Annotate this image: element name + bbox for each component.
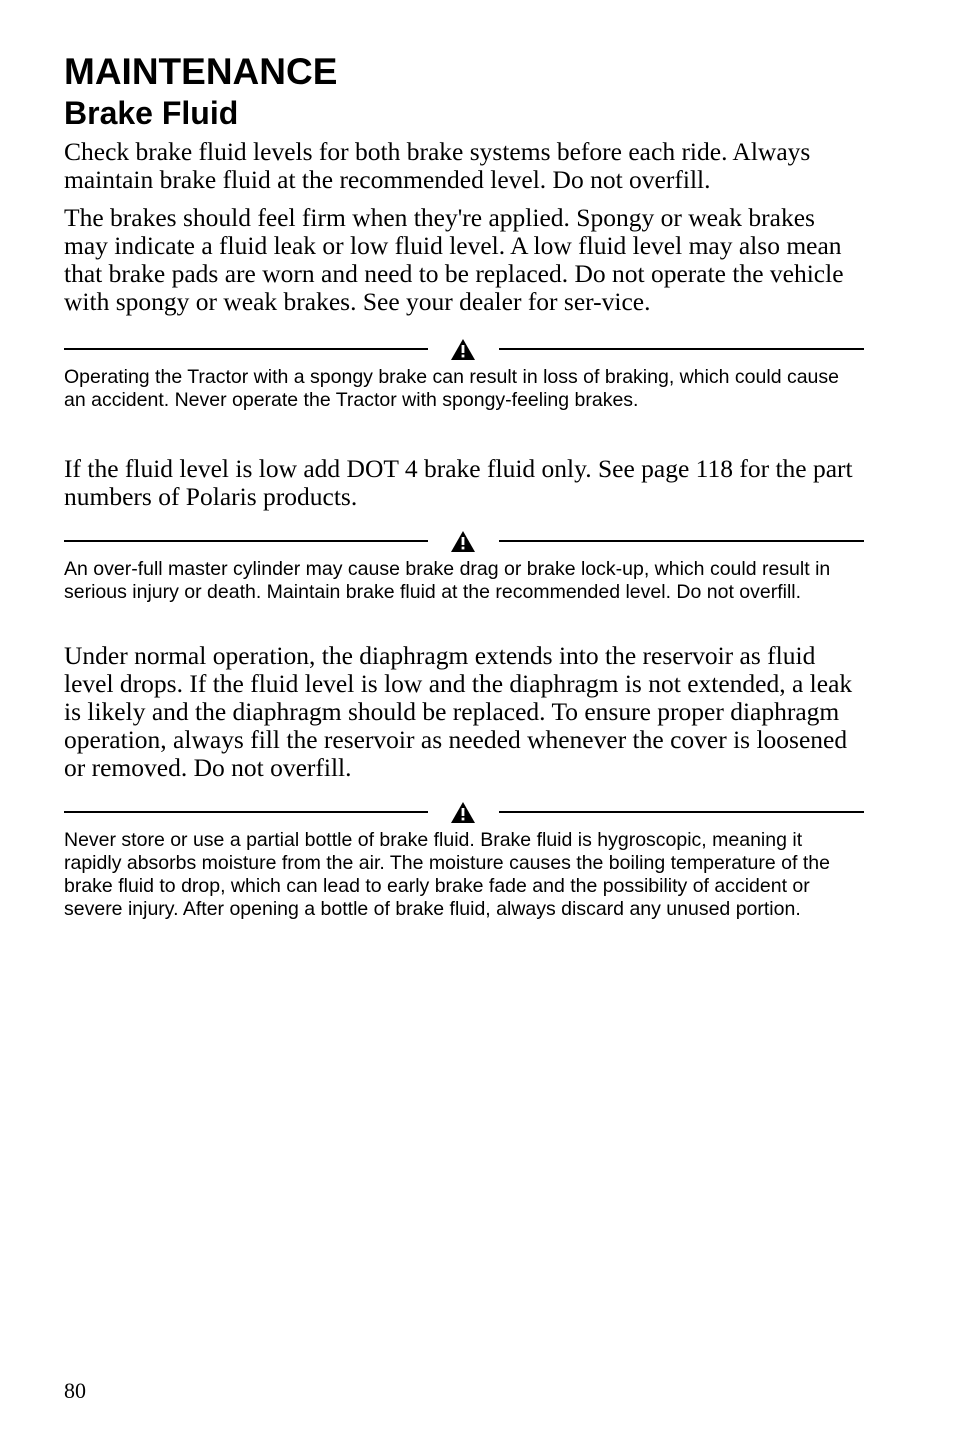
warning-triangle-icon bbox=[451, 339, 475, 360]
warning-rule-right bbox=[499, 540, 864, 542]
warning-block bbox=[64, 801, 864, 921]
paragraph-brake-feel: The brakes should feel firm when they're applied. Spongy or weak brakes may indicate a fluid leak or low fluid level. A low fluid level may also mean that brake pads are worn and need to be replaced. Do not operate the vehicle with spongy or weak brakes. See your dealer for ser-vice. bbox=[64, 203, 844, 316]
warning-rule-left bbox=[64, 811, 428, 813]
paragraph-dot4-fluid: If the fluid level is low add DOT 4 brake fluid only. See page 118 for the part numbers of Polaris products. bbox=[64, 454, 853, 511]
warning-triangle-icon bbox=[451, 802, 475, 823]
sub-title: Brake Fluid bbox=[64, 95, 239, 131]
warning-text: Never store or use a partial bottle of brake fluid. Brake fluid is hygroscopic, meaning it rapidly absorbs moisture from the air. The moisture causes the boiling temperature of the brake fluid to drop, which can lead to early brake fade and the possibility of accident or severe injury. After opening a bottle of brake fluid, always discard any unused portion. bbox=[64, 829, 830, 920]
warning-text: Operating the Tractor with a spongy brake can result in loss of braking, which could cause an accident. Never operate the Tractor with spongy-feeling brakes. bbox=[64, 366, 839, 411]
warning-text: An over-full master cylinder may cause brake drag or brake lock-up, which could result in serious injury or death. Maintain brake fluid at the recommended level. Do not overfill. bbox=[64, 558, 831, 603]
warning-block bbox=[64, 530, 864, 604]
warning-rule-right bbox=[499, 348, 864, 350]
page-number: 80 bbox=[64, 1378, 86, 1403]
warning-rule bbox=[64, 338, 864, 360]
manual-page bbox=[64, 50, 864, 921]
warning-rule-right bbox=[499, 811, 864, 813]
warning-rule bbox=[64, 801, 864, 823]
paragraph-diaphragm: Under normal operation, the diaphragm extends into the reservoir as fluid level drops. If the fluid level is low and the diaphragm is not extended, a leak is likely and the diaphragm should be replaced. To ensure proper diaphragm operation, always fill the reservoir as needed whenever the cover is loosened or removed. Do not overfill. bbox=[64, 641, 853, 782]
warning-triangle-icon bbox=[451, 531, 475, 552]
paragraph-check-levels: Check brake fluid levels for both brake systems before each ride. Always maintain brake fluid at the recommended level. Do not overfill. bbox=[64, 137, 811, 194]
section-title: MAINTENANCE bbox=[64, 51, 338, 92]
warning-block bbox=[64, 338, 864, 412]
warning-rule-left bbox=[64, 540, 428, 542]
warning-rule-left bbox=[64, 348, 428, 350]
warning-rule bbox=[64, 530, 864, 552]
